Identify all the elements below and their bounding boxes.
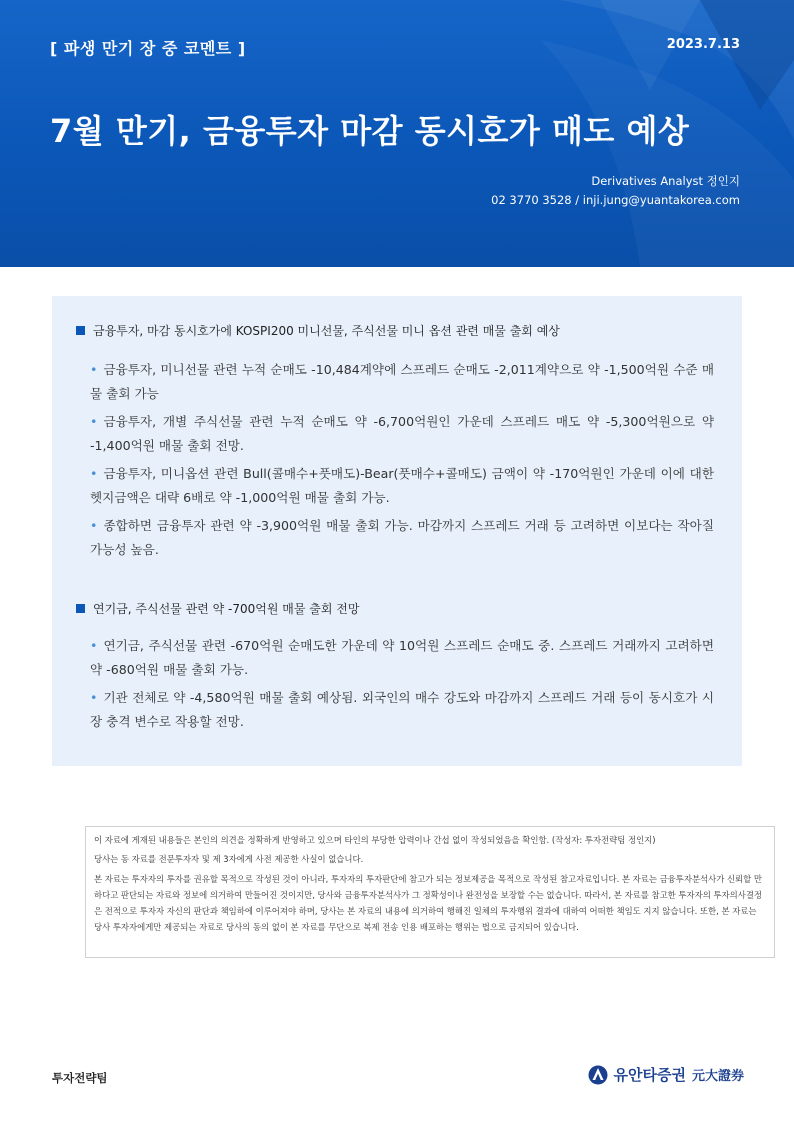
square-bullet-icon — [76, 326, 85, 335]
summary-box — [52, 296, 742, 766]
footer-team-name: 투자전략팀 — [52, 1071, 108, 1085]
list-item: • 금융투자, 개별 주식선물 관련 누적 순매도 약 -6,700억원인 가운데 스프레드 매도 약 -5,300억원으로 약 -1,400억원 매물 출회 전망. — [90, 414, 714, 453]
bullet-dot-icon: • — [90, 414, 98, 429]
report-date: 2023.7.13 — [666, 37, 740, 52]
logo-hanja-text: 元大證券 — [691, 1069, 744, 1084]
company-logo — [588, 1064, 744, 1085]
analyst-info — [491, 172, 740, 210]
report-title: 7월 만기, 금융투자 마감 동시호가 매도 예상 — [50, 112, 690, 150]
list-item: • 종합하면 금융투자 관련 약 -3,900억원 매물 출회 가능. 마감까지 스프레드 거래 등 고려하면 이보다는 작아질 가능성 높음. — [90, 518, 714, 557]
report-category: [ 파생 만기 장 중 코멘트 ] — [50, 39, 246, 58]
bullet-dot-icon: • — [90, 638, 98, 653]
bullet-list — [90, 358, 714, 566]
list-item: • 금융투자, 미니선물 관련 누적 순매도 -10,484계약에 스프레드 순매도 -2,011계약으로 약 -1,500억원 수준 매물 출회 가능 — [90, 362, 714, 401]
bullet-dot-icon: • — [90, 518, 98, 533]
section-heading — [76, 322, 560, 339]
logo-korean-text: 유안타증권 — [613, 1066, 686, 1084]
list-item: • 기관 전체로 약 -4,580억원 매물 출회 예상됨. 외국인의 매수 강도와 마감까지 스프레드 거래 등이 동시호가 시장 충격 변수로 작용할 전망. — [90, 690, 714, 729]
bullet-list — [90, 634, 714, 738]
disclaimer-certification: 이 자료에 게재된 내용들은 본인의 의견을 정확하게 반영하고 있으며 타인의 부당한 압력이나 간섭 없이 작성되었음을 확인함. (작성자: 투자전략팀 정인지) — [94, 835, 656, 845]
section-heading — [76, 600, 359, 617]
analyst-name: Derivatives Analyst 정인지 — [591, 174, 740, 188]
list-item: • 연기금, 주식선물 관련 -670억원 순매도한 가운데 약 10억원 스프레드 순매도 중. 스프레드 거래까지 고려하면 약 -680억원 매물 출회 가능. — [90, 638, 714, 677]
disclaimer-legal: 본 자료는 투자자의 투자를 권유할 목적으로 작성된 것이 아니라, 투자자의 투자판단에 참고가 되는 정보제공을 목적으로 작성된 참고자료입니다. 본 자료는 금융투자분석사가 신뢰할 만하다고 판단되는 자료와 정보에 의거하여 만들어진 것이지만, 당사와 금융투자분석사가 그 정확성이나 완전성을 보장할 수는 없습니다. 따라서, 본 자료를 참고한 투자자의 투자의사결정은 전적으로 투자자 자신의 판단과 책임하에 이루어져야 하며, 당사는 본 자료의 내용에 의거하여 행해진 일체의 투자행위 결과에 대하여 어떠한 책임도 지지 않습니다. 또한, 본 자료는 당사 투자자에게만 제공되는 자료로 당사의 동의 없이 본 자료를 무단으로 복제 전송 인용 배포하는 행위는 법으로 금지되어 있습니다. — [94, 874, 762, 932]
bullet-dot-icon: • — [90, 362, 98, 377]
disclaimer-box — [85, 826, 775, 958]
disclaimer-distribution: 당사는 동 자료를 전문투자자 및 제 3자에게 사전 제공한 사실이 없습니다. — [94, 854, 364, 864]
square-bullet-icon — [76, 604, 85, 613]
bullet-dot-icon: • — [90, 466, 98, 481]
bullet-dot-icon: • — [90, 690, 98, 705]
section-heading-text: 금융투자, 마감 동시호가에 KOSPI200 미니선물, 주식선물 미니 옵션 관련 매물 출회 예상 — [93, 324, 560, 338]
analyst-contact: 02 3770 3528 / inji.jung@yuantakorea.com — [491, 193, 740, 207]
yuanta-logo-icon — [588, 1065, 608, 1085]
list-item: • 금융투자, 미니옵션 관련 Bull(콜매수+풋매도)-Bear(풋매수+콜매도) 금액이 약 -170억원인 가운데 이에 대한 헷지금액은 대략 6배로 약 -1,000억원 매물 출회 가능. — [90, 466, 714, 505]
section-heading-text: 연기금, 주식선물 관련 약 -700억원 매물 출회 전망 — [93, 602, 360, 616]
report-header — [0, 0, 794, 267]
